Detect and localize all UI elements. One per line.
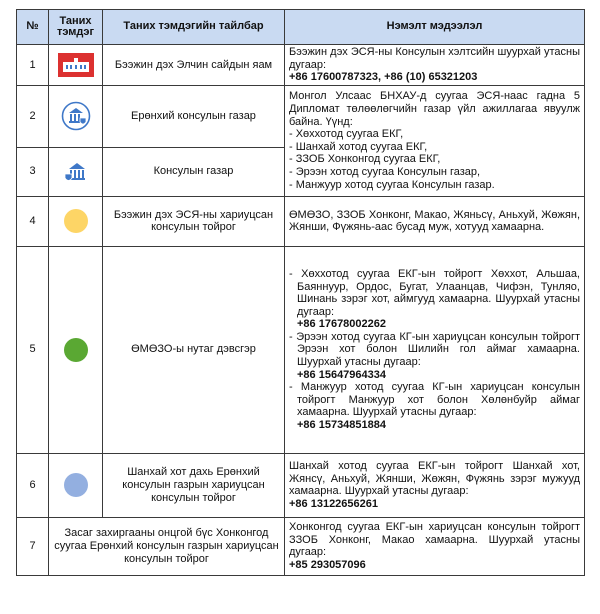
consulate-general-icon (61, 101, 91, 131)
info-text: Бээжин дэх ЭСЯ-ны Консулын хэлтсийн шуурхай утасны дугаар: (289, 46, 580, 71)
phone-number: +86 15734851884 (297, 419, 387, 432)
info-text: - Хөххотод суугаа ЕКГ-ын тойрогт Хөххот, Альшаа, Баяннуур, Ордос, Бугат, Улаанцав, Чифэн, Тунляо, Шинань зэрэг хот, аймгууд хамаарна. Шуурхай утасны дугаар: (289, 267, 580, 318)
info-text: - Манжуур хотод суугаа КГ-ын хариуцсан консулын тойрогт Манжуур хот болон Хөлөнбуйр аймаг хамаарна. Шуурхай утасны дугаар: (289, 381, 580, 419)
consulate-icon (64, 160, 88, 184)
header-symbol: Таних тэмдэг (49, 10, 103, 45)
header-additional-info: Нэмэлт мэдээлэл (285, 10, 585, 45)
symbol-cell (49, 45, 103, 86)
header-number: № (17, 10, 49, 45)
phone-number: +86 17678002262 (297, 318, 387, 331)
symbol-cell (49, 196, 103, 246)
description-cell: ӨМӨЗО-ы нутаг дэвсгэр (103, 246, 285, 453)
description-cell: Бээжин дэх ЭСЯ-ны хариуцсан консулын тойрог (103, 196, 285, 246)
list-item: - Хөххотод суугаа ЕКГ, (289, 128, 404, 141)
green-dot-icon (64, 338, 88, 362)
phone-number: +86 15647964334 (297, 368, 387, 381)
phone-number: +85 293057096 (289, 558, 366, 571)
info-cell (285, 453, 585, 517)
row-number: 5 (17, 246, 49, 453)
table-header-row (17, 10, 585, 45)
row-number: 3 (17, 147, 49, 196)
table-row (17, 453, 585, 517)
description-cell: Ерөнхий консулын газар (103, 85, 285, 147)
table-row (17, 196, 585, 246)
header-description: Таних тэмдэгийн тайлбар (103, 10, 285, 45)
row-number: 2 (17, 85, 49, 147)
description-cell: Консулын газар (103, 147, 285, 196)
blue-dot-icon (64, 473, 88, 497)
symbol-cell (49, 453, 103, 517)
info-intro: Монгол Улсаас БНХАУ-д суугаа ЭСЯ-наас гадна 5 Дипломат төлөөлөгчийн газар үйл ажиллагаа явуулж байна. Үүнд: (289, 90, 580, 128)
table-row (17, 45, 585, 86)
description-cell: Шанхай хот дахь Ерөнхий консулын газрын хариуцсан консулын тойрог (103, 453, 285, 517)
info-cell: ӨМӨЗО, ЗЗОБ Хонконг, Макао, Жяньсү, Аньхуй, Жөжян, Жянши, Фүжянь-аас бусад муж, хотууд хамаарна. (285, 196, 585, 246)
table-row (17, 246, 585, 453)
row-number: 7 (17, 517, 49, 575)
info-text: Шанхай хотод суугаа ЕКГ-ын тойрогт Шанхай хот, Жянсү, Аньхуй, Жянши, Жөжян, Фүжянь зэрэг мужууд хамаарна. Шуурхай утасны дугаар: (289, 460, 580, 498)
embassy-building-icon (58, 53, 94, 77)
symbol-cell (49, 246, 103, 453)
info-text: Хонконгод суугаа ЕКГ-ын хариуцсан консулын тойрогт ЗЗОБ Хонконг, Макао хамаарна. Шуурхай утасны дугаар: (289, 521, 580, 559)
info-cell (285, 246, 585, 453)
description-cell: Бээжин дэх Элчин сайдын яам (103, 45, 285, 86)
description-cell: Засаг захиргааны онцгой бүс Хонконгод суугаа Ерөнхий консулын газрын хариуцсан консулын тойрог (49, 517, 285, 575)
yellow-dot-icon (64, 209, 88, 233)
info-cell (285, 85, 585, 196)
list-item: - Манжуур хотод суугаа Консулын газар. (289, 178, 495, 191)
list-item: - ЗЗОБ Хонконгод суугаа ЕКГ, (289, 153, 441, 166)
info-cell (285, 517, 585, 575)
symbol-cell (49, 147, 103, 196)
row-number: 6 (17, 453, 49, 517)
symbol-cell (49, 85, 103, 147)
table-row (17, 517, 585, 575)
list-item: - Шанхай хотод суугаа ЕКГ, (289, 140, 428, 153)
consular-info-table (16, 9, 585, 576)
info-cell (285, 45, 585, 86)
row-number: 1 (17, 45, 49, 86)
list-item: - Эрээн хотод суугаа Консулын газар, (289, 165, 481, 178)
row-number: 4 (17, 196, 49, 246)
info-text: - Эрээн хотод суугаа КГ-ын хариуцсан консулын тойрогт Эрээн хот болон Шилийн гол аймаг хамаарна. Шуурхай утасны дугаар: (289, 330, 580, 369)
table-row (17, 85, 585, 147)
phone-number: +86 17600787323, +86 (10) 65321203 (289, 71, 478, 84)
phone-number: +86 13122656261 (289, 497, 379, 510)
